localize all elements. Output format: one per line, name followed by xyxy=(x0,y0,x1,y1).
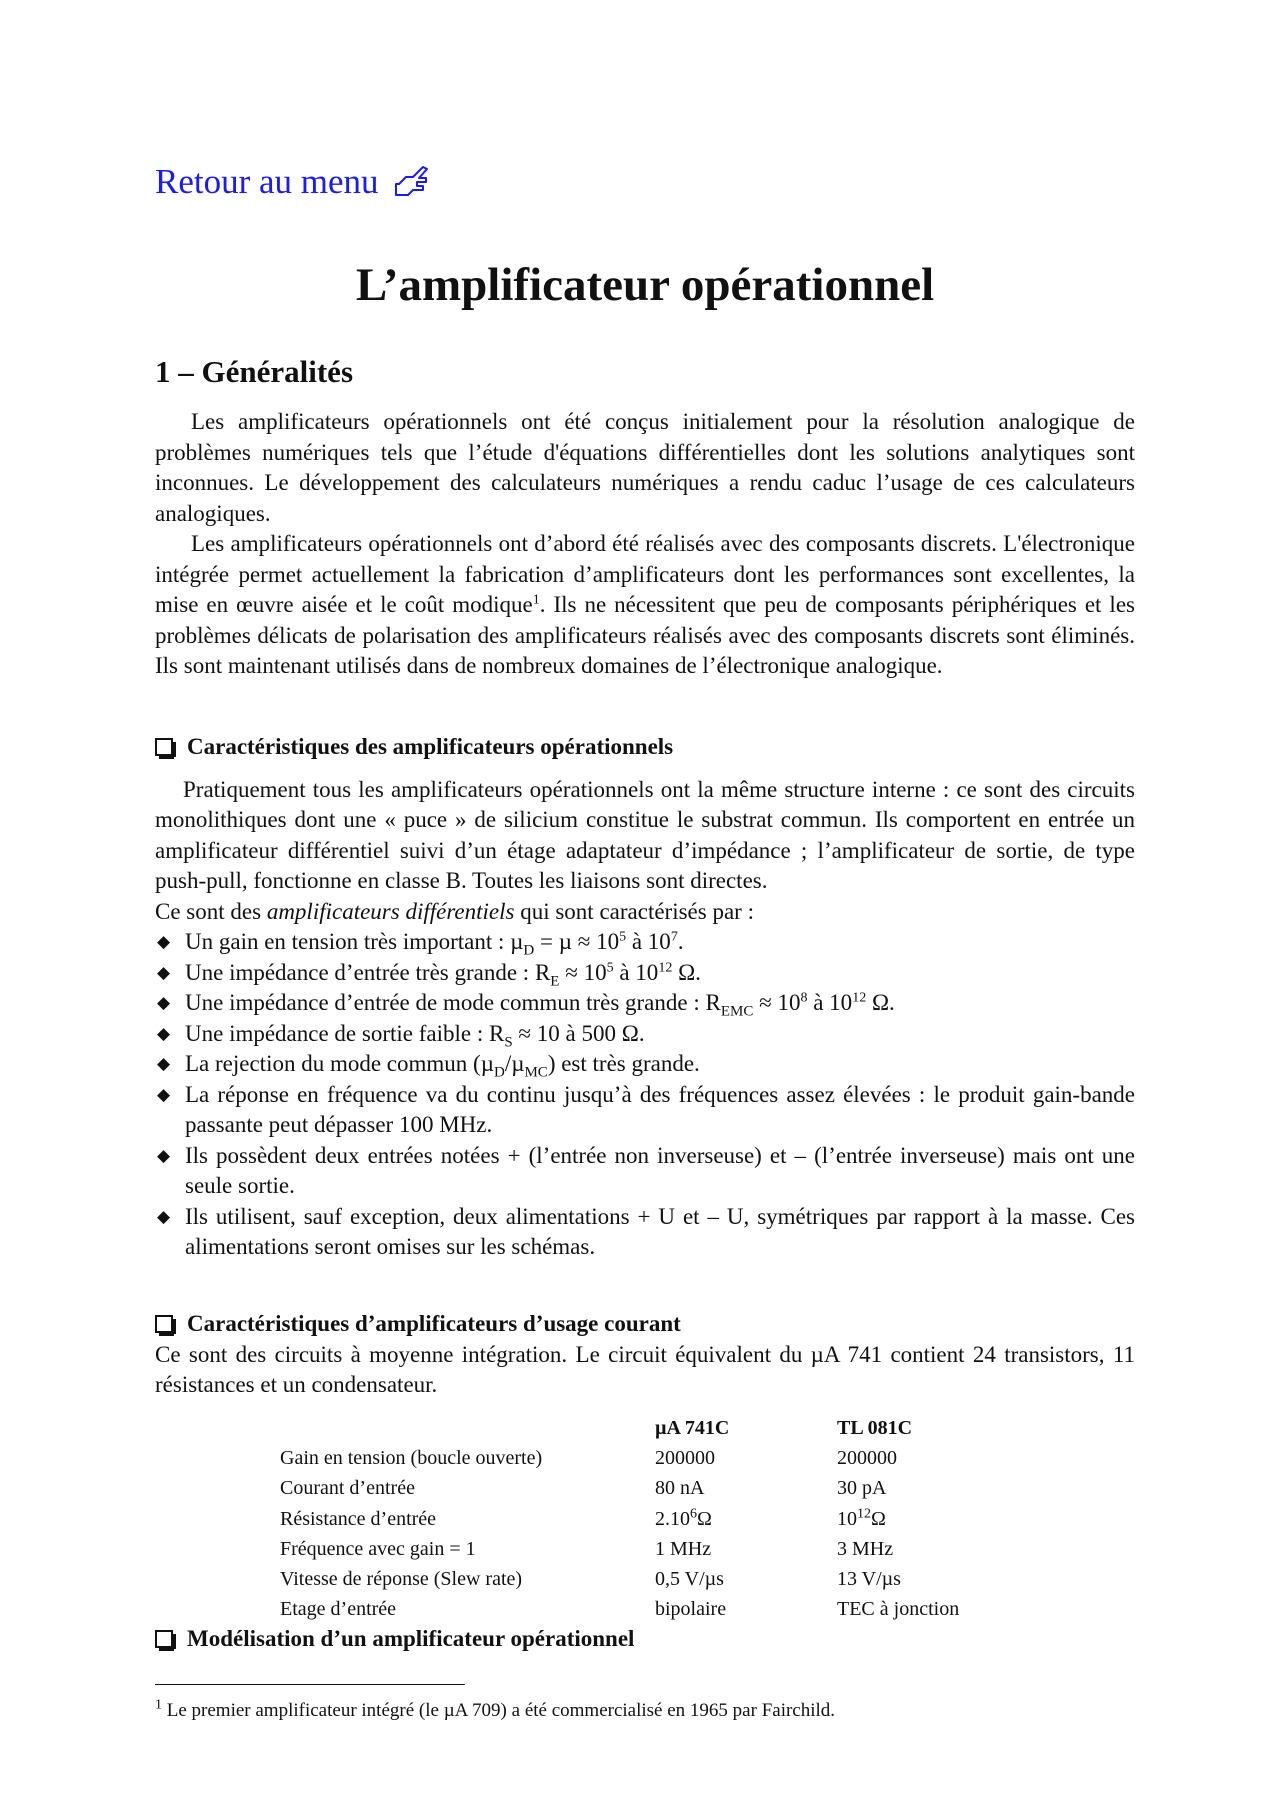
table-header: TL 081C xyxy=(837,1416,913,1439)
checkbox-bullet-icon xyxy=(155,1315,173,1333)
subsection-heading-caracteristiques: Caractéristiques des amplificateurs opérationnels xyxy=(155,732,1135,763)
table-cell: 80 nA xyxy=(655,1477,705,1500)
table-cell: Résistance d’entrée xyxy=(280,1507,437,1530)
checkbox-bullet-icon xyxy=(155,738,173,756)
footnote-divider xyxy=(155,1684,465,1685)
table-row xyxy=(280,1504,997,1534)
table-row xyxy=(280,1443,997,1473)
back-to-menu-label: Retour au menu xyxy=(155,162,379,201)
table-cell: $10^{12}\Omega$ xyxy=(837,1505,886,1530)
pointing-hand-icon xyxy=(393,165,437,199)
table-header xyxy=(280,1413,655,1443)
caract-paragraph-2: Ce sont des amplificateurs différentiels qui sont caractérisés par : xyxy=(155,898,754,924)
page-title: L’amplificateur opérationnel xyxy=(355,259,935,311)
list-item: ◆ La rejection du mode commun (µ$_D$/µ$_{MC}$) est très grande. xyxy=(155,1049,1135,1080)
list-item: ◆ Ils possèdent deux entrées notées + (l’entrée non inverseuse) et – (l’entrée inverseuse) mais ont une seule sortie. xyxy=(155,1141,1135,1202)
list-item: ◆ La réponse en fréquence va du continu jusqu’à des fréquences assez élevées : le produit gain-bande passante peut dépasser 100 MHz. xyxy=(155,1080,1135,1141)
list-item: ◆ Un gain en tension très important : $\mu_D = \mu \approx 10^5$ à $10^7$. xyxy=(155,927,1135,958)
table-cell: Courant d’entrée xyxy=(280,1477,415,1500)
checkbox-bullet-icon xyxy=(155,1630,173,1648)
footnote-ref: 1 xyxy=(532,592,540,608)
table-row xyxy=(280,1534,997,1564)
table-cell: TEC à jonction xyxy=(837,1598,960,1621)
back-to-menu-link[interactable] xyxy=(155,162,437,202)
modelisation-block xyxy=(155,1624,1135,1655)
table-cell: 0,5 V/µs xyxy=(655,1568,724,1591)
table-cell: 3 MHz xyxy=(837,1537,894,1560)
table-cell: Etage d’entrée xyxy=(280,1598,397,1621)
caract-paragraph-1: Pratiquement tous les amplificateurs opérationnels ont la même structure interne : ce sont des circuits monolithiques dont une « puce » de silicium constitue le substrat commun. Ils comportent en entrée un amplificateur différentiel suivi d’un étage adaptateur d’impédance ; l’amplificateur de sortie, de type push-pull, fonctionne en classe B. Toutes les liaisons sont directes. xyxy=(155,776,1135,893)
table-header: µA 741C xyxy=(655,1416,730,1439)
section-heading-generalites: 1 – Généralités xyxy=(155,354,354,389)
table-cell: 13 V/µs xyxy=(837,1568,901,1591)
table-cell: 200000 xyxy=(655,1446,715,1469)
specs-table xyxy=(280,1413,997,1625)
table-cell: 1 MHz xyxy=(655,1537,712,1560)
list-item: ◆ Une impédance de sortie faible : $R_S \approx 10$ à 500 Ω. xyxy=(155,1019,1135,1050)
table-cell: Fréquence avec gain = 1 xyxy=(280,1537,476,1560)
table-row xyxy=(280,1474,997,1504)
intro-block xyxy=(155,407,1135,682)
list-item: ◆ Ils utilisent, sauf exception, deux alimentations + U et – U, symétriques par rapport à la masse. Ces alimentations seront omises sur les schémas. xyxy=(155,1202,1135,1263)
table-row xyxy=(280,1595,997,1625)
usage-paragraph: Ce sont des circuits à moyenne intégration. Le circuit équivalent du µA 741 contient 24 transistors, 11 résistances et un condensateur. xyxy=(155,1341,1135,1397)
table-cell: 2.10$^6$Ω xyxy=(655,1505,712,1530)
usage-courant-block xyxy=(155,1309,1135,1401)
subsection-heading-modelisation: Modélisation d’un amplificateur opérationnel xyxy=(155,1624,1135,1655)
intro-paragraph-2: Les amplificateurs opérationnels ont d’abord été réalisés avec des composants discrets. L'électronique intégrée permet actuellement la fabrication d’amplificateurs dont les performances sont excellentes, la mise en œuvre aisée et le coût modique$^1$. Ils ne nécessitent que peu de composants périphériques et les problèmes délicats de polarisation des amplificateurs réalisés avec des composants discrets sont éliminés. Ils sont maintenant utilisés dans de nombreux domaines de l’électronique analogique. xyxy=(155,531,1135,678)
list-item: ◆ Une impédance d’entrée de mode commun très grande : $R_{EMC} \approx 10^8$ à $10^{12}$ Ω. xyxy=(155,988,1135,1019)
list-item: ◆ Une impédance d’entrée très grande : $R_E \approx 10^5$ à $10^{12}$ Ω. xyxy=(155,958,1135,989)
characteristics-list xyxy=(155,927,1135,1263)
table-header-row xyxy=(280,1413,997,1443)
intro-paragraph-1: Les amplificateurs opérationnels ont été conçus initialement pour la résolution analogique de problèmes numériques tels que l’étude d'équations différentielles dont les solutions analytiques sont inconnues. Le développement des calculateurs numériques a rendu caduc l’usage de ces calculateurs analogiques. xyxy=(155,409,1135,526)
table-cell: bipolaire xyxy=(655,1598,727,1621)
caracteristiques-block xyxy=(155,732,1135,1263)
subsection-heading-usage-courant: Caractéristiques d’amplificateurs d’usage courant xyxy=(155,1309,1135,1340)
table-cell: Gain en tension (boucle ouverte) xyxy=(280,1446,543,1469)
table-cell: 30 pA xyxy=(837,1477,887,1500)
footnote: $^1$ Le premier amplificateur intégré (le µA 709) a été commercialisé en 1965 par Fairchild. xyxy=(155,1697,836,1721)
table-cell: Vitesse de réponse (Slew rate) xyxy=(280,1568,523,1591)
table-row xyxy=(280,1564,997,1594)
table-cell: 200000 xyxy=(837,1446,897,1469)
